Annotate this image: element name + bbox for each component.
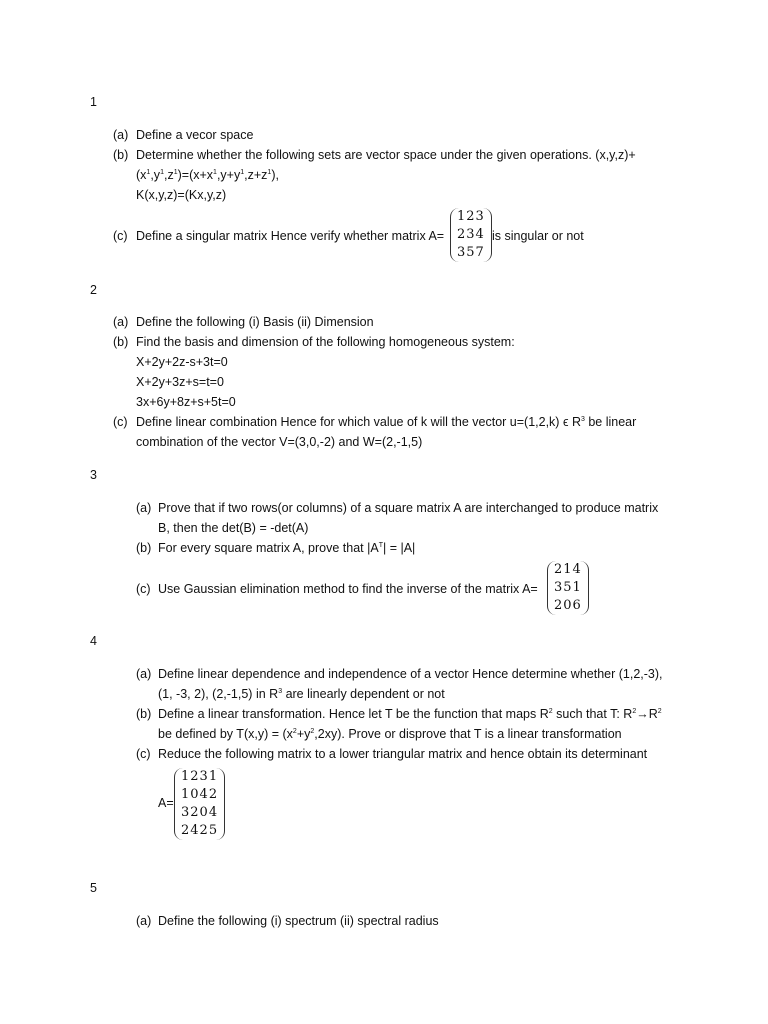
q4-b-line2-part: +y (296, 727, 311, 741)
q3-b-label: (b) (136, 541, 152, 555)
q1-b-line2-part: ,z (163, 168, 174, 182)
matrix-row: 1231 (181, 769, 219, 784)
q3-c-label: (c) (136, 582, 151, 596)
q2-c-label: (c) (113, 415, 128, 429)
q4-c-text: Reduce the following matrix to a lower triangular matrix and hence obtain its determinant (158, 747, 648, 761)
question-number-3: 3 (90, 468, 97, 482)
q4-matrix (174, 768, 225, 840)
q1-a-label: (a) (113, 128, 129, 142)
matrix-row: 206 (554, 598, 582, 613)
matrix-row: 3204 (181, 805, 219, 820)
question-number-2: 2 (90, 283, 97, 297)
matrix-row: 123 (457, 209, 485, 224)
q2-c-text (136, 414, 636, 430)
q3-a-label: (a) (136, 501, 152, 515)
q2-a-text: Define the following (i) Basis (ii) Dimension (136, 315, 374, 329)
q4-b-line2-part: ,2xy). Prove or disprove that T is a linear transformation (314, 727, 622, 741)
q4-b-line2-part: be defined by T(x,y) = (x (158, 727, 293, 741)
matrix-row: 214 (554, 562, 582, 577)
superscript: 2 (632, 708, 637, 715)
q4-b-line2 (158, 726, 622, 742)
superscript: 1 (213, 169, 217, 176)
q1-c-label: (c) (113, 229, 128, 243)
superscript: 2 (292, 728, 297, 735)
q4-a-label: (a) (136, 667, 152, 681)
q2-c-line2: combination of the vector V=(3,0,-2) and W=(2,-1,5) (136, 435, 423, 449)
q1-matrix (450, 208, 492, 262)
q1-b-line2-part: ), (271, 168, 279, 182)
q1-b-text: Determine whether the following sets are vector space under the given operations. (x,y,z)+ (136, 148, 636, 162)
q4-a-line2 (158, 686, 445, 702)
q1-b-line3: K(x,y,z)=(Kx,y,z) (136, 188, 227, 202)
q1-b-line2 (136, 167, 279, 183)
q2-c-text-part: Define linear combination Hence for which value of k will the vector u=(1,2,k) ϵ R (136, 415, 581, 429)
q2-eq3: 3x+6y+8z+s+5t=0 (136, 395, 236, 409)
q2-eq1: X+2y+2z-s+3t=0 (136, 355, 228, 369)
q4-c-label: (c) (136, 747, 151, 761)
q2-b-label: (b) (113, 335, 129, 349)
q4-a-line2-part: are linearly dependent or not (282, 687, 445, 701)
q4-b-text-part: such that T: R (552, 707, 633, 721)
question-number-5: 5 (90, 881, 97, 895)
q1-part-a (113, 127, 128, 143)
q4-b-text (158, 706, 662, 722)
q5-a-label: (a) (136, 914, 152, 928)
q3-a-text: Prove that if two rows(or columns) of a square matrix A are interchanged to produce matrix (158, 501, 659, 515)
matrix-row: 357 (457, 245, 485, 260)
q2-b-text: Find the basis and dimension of the following homogeneous system: (136, 335, 515, 349)
superscript: 1 (267, 169, 272, 176)
q1-b-line2-part: ,z+z (244, 168, 268, 182)
matrix-row: 2425 (181, 823, 219, 838)
q1-a-text: Define a vecor space (136, 128, 254, 142)
q4-a-text: Define linear dependence and independence of a vector Hence determine whether (1,2,-3), (158, 667, 663, 681)
superscript: 2 (657, 708, 662, 715)
q1-b-line2-part: )=(x+x (177, 168, 214, 182)
superscript: 1 (160, 169, 164, 176)
superscript: 2 (310, 728, 315, 735)
q4-b-text-part: →R (636, 707, 658, 721)
q4-matrix-label: A= (158, 796, 174, 810)
q2-eq2: X+2y+3z+s=t=0 (136, 375, 224, 389)
superscript: 3 (278, 688, 283, 695)
q1-b-line2-part: (x (136, 168, 147, 182)
q3-a-line2: B, then the det(B) = -det(A) (158, 521, 309, 535)
q5-a-text: Define the following (i) spectrum (ii) spectral radius (158, 914, 439, 928)
superscript: 3 (580, 416, 585, 423)
q2-c-text-part: be linear (584, 415, 637, 429)
superscript: 1 (240, 169, 245, 176)
q1-c-after: is singular or not (492, 229, 584, 243)
q4-a-line2-part: (1, -3, 2), (2,-1,5) in R (158, 687, 279, 701)
q3-c-text: Use Gaussian elimination method to find the inverse of the matrix A= (158, 582, 538, 596)
superscript: 1 (173, 169, 178, 176)
superscript: 2 (548, 708, 553, 715)
superscript: 1 (146, 169, 151, 176)
matrix-row: 1042 (181, 787, 219, 802)
q1-b-line2-part: ,y+y (216, 168, 241, 182)
superscript: T (378, 542, 383, 549)
q3-b-text (158, 540, 415, 556)
q3-matrix (547, 561, 589, 615)
matrix-row: 351 (554, 580, 582, 595)
q4-b-text-part: Define a linear transformation. Hence let T be the function that maps R (158, 707, 549, 721)
q3-b-text-part: | = |A| (382, 541, 416, 555)
q4-b-label: (b) (136, 707, 152, 721)
q2-a-label: (a) (113, 315, 129, 329)
q1-b-line2-part: ,y (150, 168, 161, 182)
question-number-4: 4 (90, 634, 97, 648)
q1-b-label: (b) (113, 148, 129, 162)
q3-b-text-part: For every square matrix A, prove that |A (158, 541, 379, 555)
q1-c-text: Define a singular matrix Hence verify whether matrix A= (136, 229, 445, 243)
matrix-row: 234 (457, 227, 485, 242)
question-number-1: 1 (90, 95, 97, 109)
